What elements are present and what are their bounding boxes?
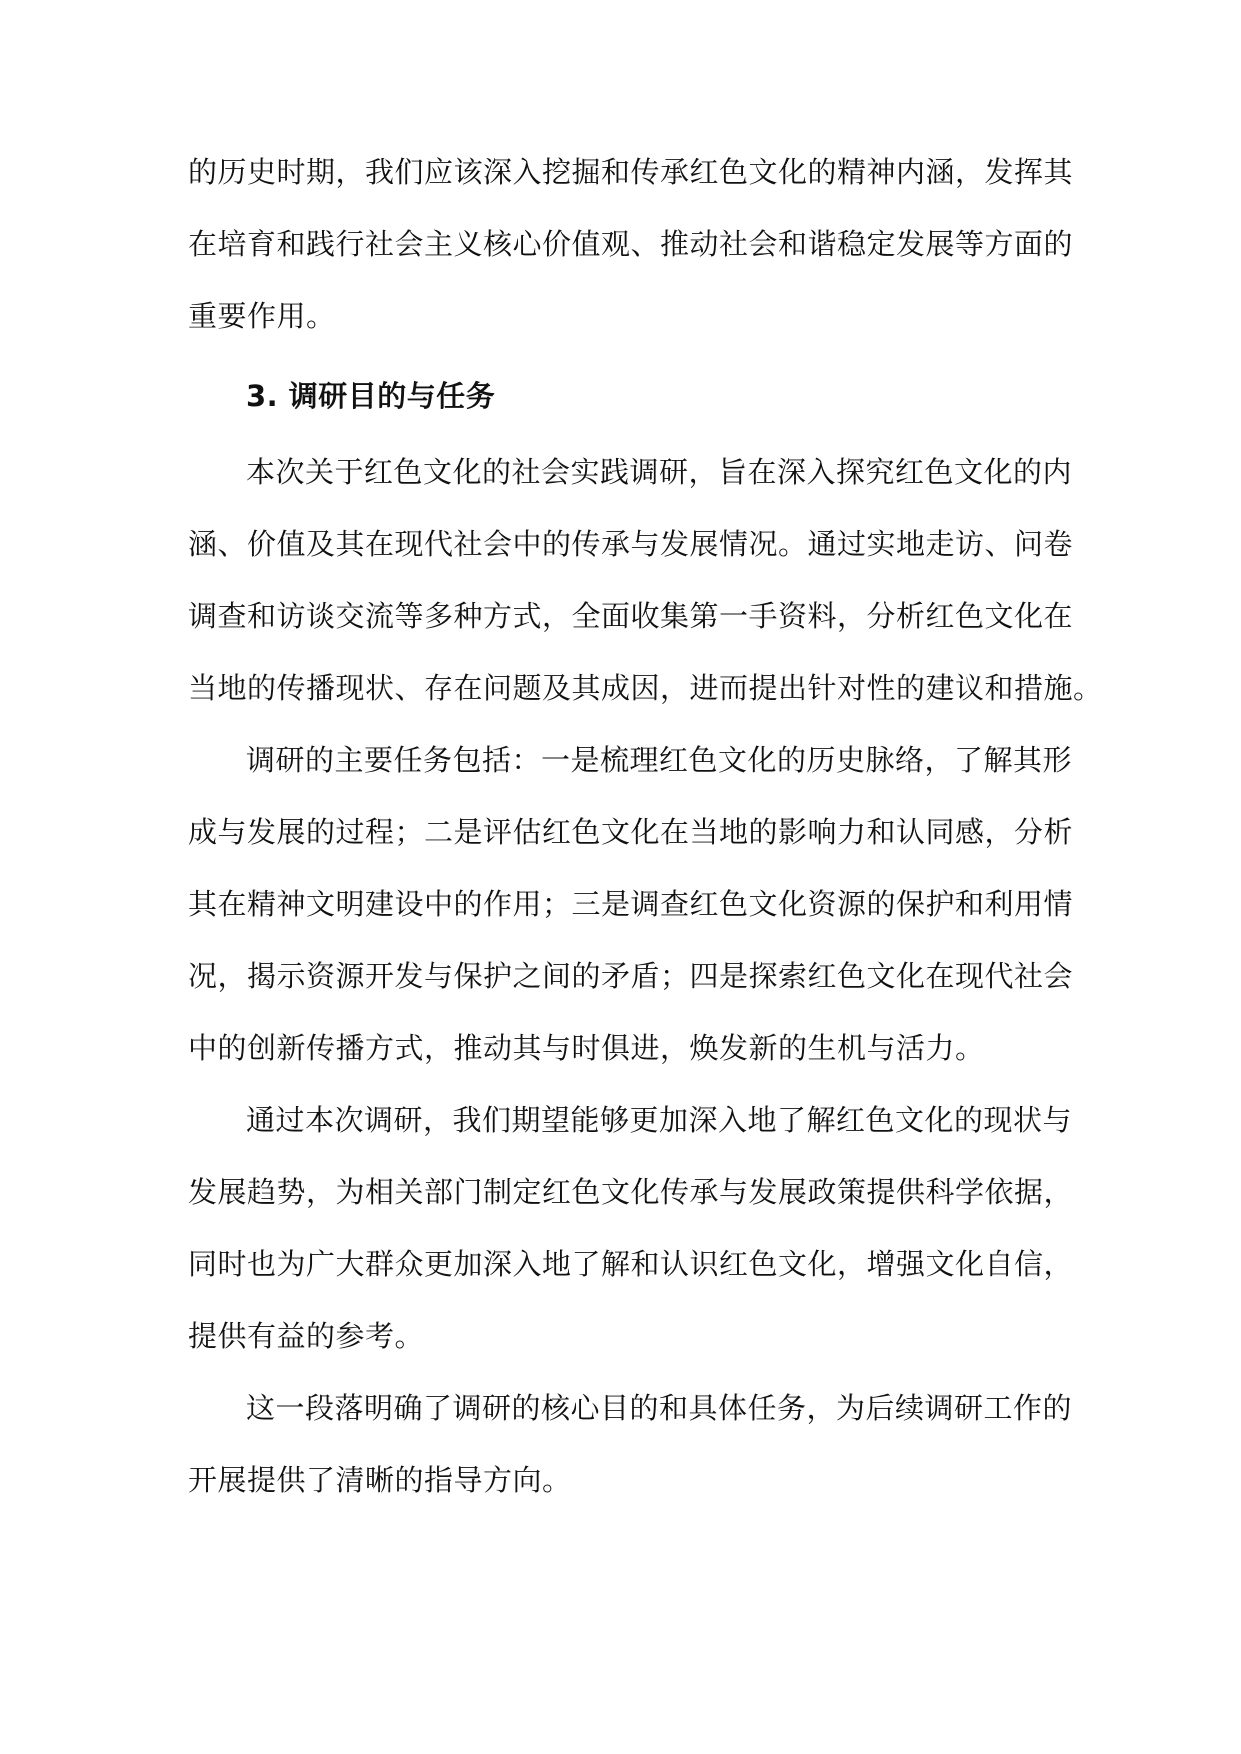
paragraph-line: 提供有益的参考。: [188, 1319, 425, 1353]
paragraph-line: 当地的传播现状、存在问题及其成因，进而提出针对性的建议和措施。: [188, 671, 1103, 705]
paragraph-line: 其在精神文明建设中的作用；三是调查红色文化资源的保护和利用情: [188, 887, 1074, 921]
paragraph-line: 调查和访谈交流等多种方式，全面收集第一手资料，分析红色文化在: [188, 599, 1074, 633]
paragraph-line: 况，揭示资源开发与保护之间的矛盾；四是探索红色文化在现代社会: [188, 959, 1074, 993]
paragraph-line: 中的创新传播方式，推动其与时俱进，焕发新的生机与活力。: [188, 1031, 985, 1065]
paragraph-line: 成与发展的过程；二是评估红色文化在当地的影响力和认同感，分析: [188, 815, 1074, 849]
paragraph-line: 通过本次调研，我们期望能够更加深入地了解红色文化的现状与: [246, 1103, 1073, 1137]
paragraph-line: 在培育和践行社会主义核心价值观、推动社会和谐稳定发展等方面的: [188, 227, 1074, 261]
paragraph-line: 开展提供了清晰的指导方向。: [188, 1463, 572, 1497]
paragraph-line: 发展趋势，为相关部门制定红色文化传承与发展政策提供科学依据，: [188, 1175, 1074, 1209]
paragraph-line: 同时也为广大群众更加深入地了解和认识红色文化，增强文化自信，: [188, 1247, 1074, 1281]
paragraph-line: 调研的主要任务包括：一是梳理红色文化的历史脉络，了解其形: [246, 743, 1073, 777]
paragraph-line: 重要作用。: [188, 299, 336, 333]
paragraph-line: 的历史时期，我们应该深入挖掘和传承红色文化的精神内涵，发挥其: [188, 155, 1074, 189]
paragraph-line: 本次关于红色文化的社会实践调研，旨在深入探究红色文化的内: [246, 455, 1073, 489]
paragraph-line: 这一段落明确了调研的核心目的和具体任务，为后续调研工作的: [246, 1391, 1073, 1425]
paragraph-line: 涵、价值及其在现代社会中的传承与发展情况。通过实地走访、问卷: [188, 527, 1074, 561]
section-heading: 3. 调研目的与任务: [246, 379, 496, 413]
